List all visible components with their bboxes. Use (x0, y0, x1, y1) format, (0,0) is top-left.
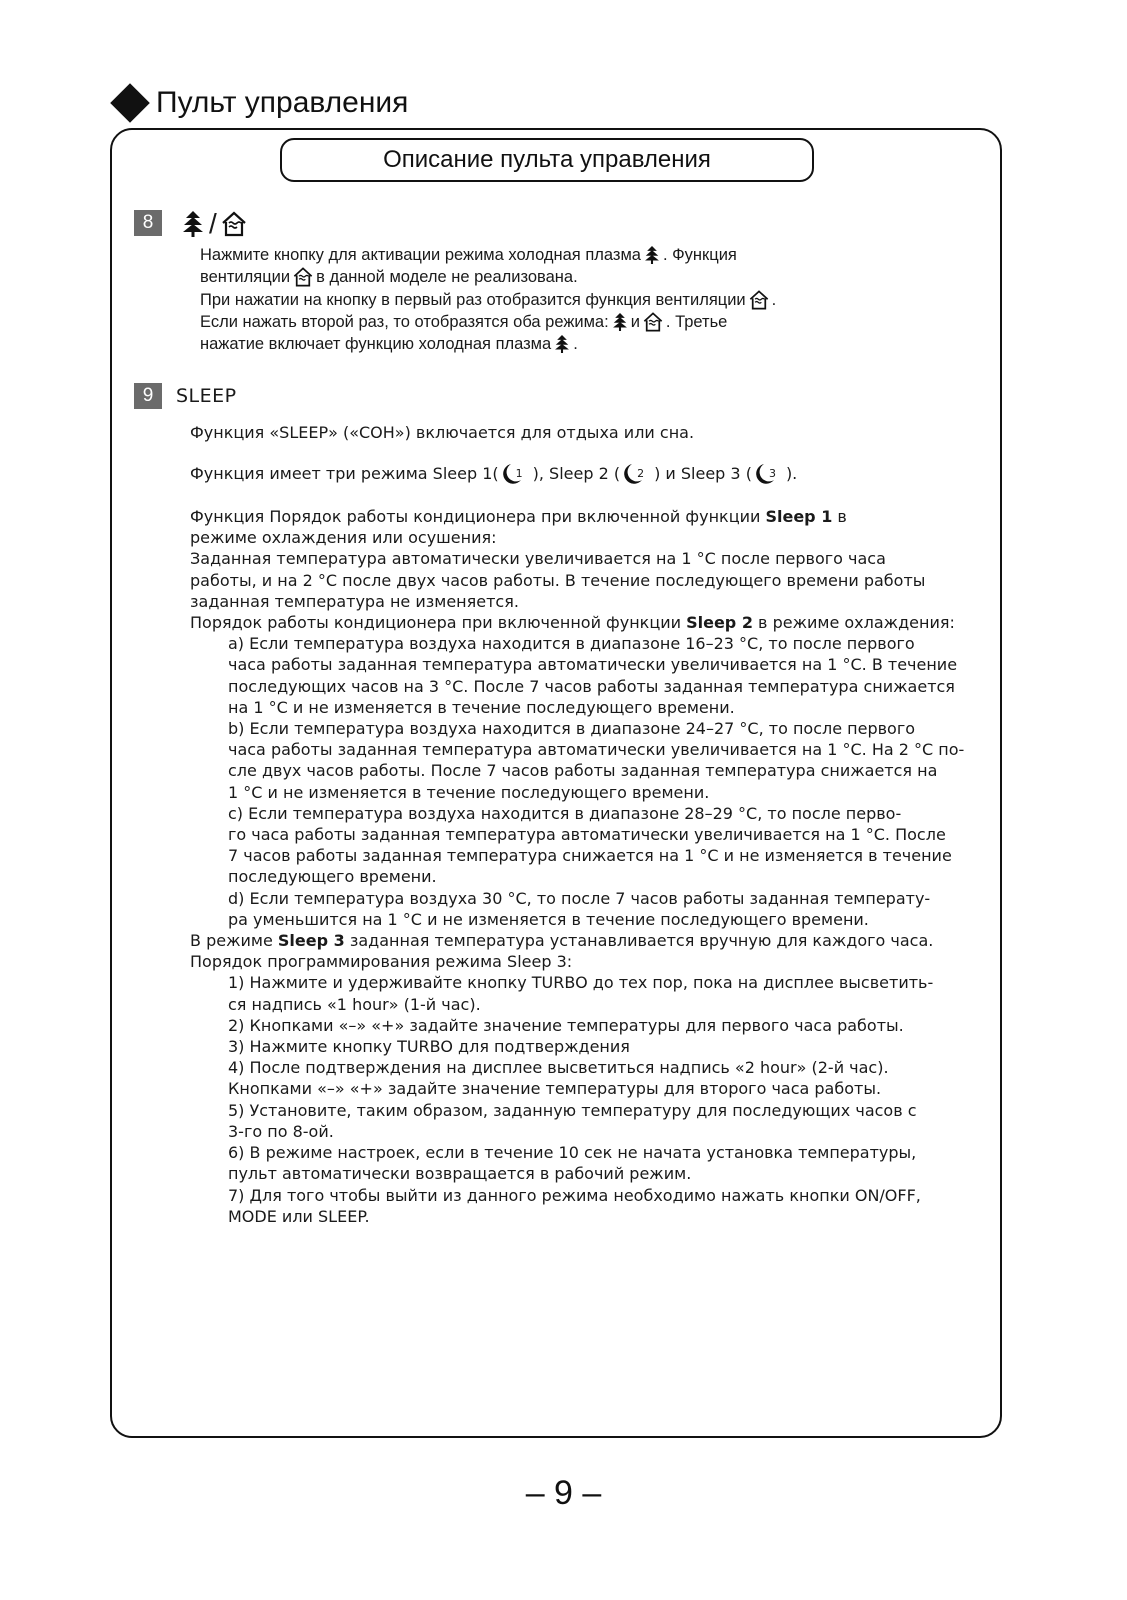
sleep3-step-line: 7) Для того чтобы выйти из данного режима необходимо нажать кнопки ON/OFF, (228, 1185, 921, 1205)
item-8-line-4: Если нажать второй раз, то отобразятся оба режима: и . Третье (200, 311, 900, 333)
sleep3-step-line: 4) После подтверждения на дисплее высветиться надпись «2 hour» (2-й час). (228, 1058, 889, 1078)
cold-plasma-icon (553, 334, 571, 354)
sleep1-line-4: работы, и на 2 °С после двух часов работы. В течение последующего времени работы (190, 570, 926, 590)
sleep3-programming-line: Порядок программирования режима Sleep 3: (190, 952, 573, 972)
sleep-1-moon-icon: 1 (499, 462, 533, 486)
page-header (112, 86, 408, 120)
sleep2-line: последующего времени. (228, 867, 437, 887)
sleep3-step-line: 3) Нажмите кнопку TURBO для подтверждения (228, 1037, 630, 1057)
cold-plasma-icon (611, 312, 629, 332)
sleep2-line: часа работы заданная температура автоматически увеличивается на 1 °С. На 2 °С по- (228, 740, 965, 760)
item-8-icons (180, 210, 248, 238)
sleep2-line: на 1 °С и не изменяется в течение последующего времени. (228, 697, 735, 717)
sleep1-line-2: режиме охлаждения или осушения: (190, 528, 497, 548)
cold-plasma-icon (180, 210, 206, 238)
sleep2-line: го часа работы заданная температура автоматически увеличивается на 1 °С. После (228, 825, 946, 845)
sleep-modes-line: Функция имеет три режима Sleep 1( 1 ), Sleep 2 ( 2 ) и Sleep 3 ( 3 ). (190, 462, 990, 486)
sleep3-heading-line: В режиме Sleep 3 заданная температура устанавливается вручную для каждого часа. (190, 931, 934, 951)
sleep3-step-line: 2) Кнопками «–» «+» задайте значение температуры для первого часа работы. (228, 1015, 904, 1035)
item-8-number-badge: 8 (134, 210, 162, 236)
sleep2-line: d) Если температура воздуха 30 °С, то после 7 часов работы заданная температу- (228, 888, 931, 908)
sleep2-line: сле двух часов работы. После 7 часов работы заданная температура снижается на (228, 761, 938, 781)
sleep3-step-line: ся надпись «1 hour» (1-й час). (228, 994, 481, 1014)
sleep3-step-line: 3-го по 8-ой. (228, 1121, 334, 1141)
sleep2-line: 7 часов работы заданная температура снижается на 1 °С и не изменяется в течение (228, 846, 952, 866)
sleep3-step-line: пульт автоматически возвращается в рабочий режим. (228, 1164, 692, 1184)
sleep3-step-line: 6) В режиме настроек, если в течение 10 сек не начата установка температуры, (228, 1143, 917, 1163)
sleep1-line-1: Функция Порядок работы кондиционера при включенной функции Sleep 1 в (190, 507, 847, 526)
sleep2-line: последующих часов на 3 °С. После 7 часов работы заданная температура снижается (228, 676, 955, 696)
sleep2-line: a) Если температура воздуха находится в диапазоне 16–23 °С, то после первого (228, 634, 915, 654)
sleep2-line: часа работы заданная температура автоматически увеличивается на 1 °С. В течение (228, 655, 958, 675)
sleep-body (190, 506, 990, 1227)
item-9-number-badge: 9 (134, 383, 162, 409)
sleep2-heading-line: Порядок работы кондиционера при включенной функции Sleep 2 в режиме охлаждения: (190, 613, 955, 633)
sleep3-step-line: 1) Нажмите и удерживайте кнопку TURBO до тех пор, пока на дисплее высветить- (228, 973, 934, 993)
item-8-line-2: вентиляции в данной моделе не реализована. (200, 266, 900, 288)
ventilation-icon (642, 311, 664, 333)
ventilation-icon (748, 289, 770, 311)
sleep2-line: 1 °С и не изменяется в течение последующего времени. (228, 782, 710, 802)
item-8-line-5: нажатие включает функцию холодная плазма . (200, 335, 578, 354)
sleep-heading: SLEEP (176, 385, 237, 407)
sleep-2-moon-icon: 2 (620, 462, 654, 486)
page-number: – 9 – (525, 1474, 602, 1512)
sleep3-step-line: Кнопками «–» «+» задайте значение температуры для второго часа работы. (228, 1079, 882, 1099)
sleep-intro: Функция «SLEEP» («СОН») включается для отдыха или сна. (190, 423, 695, 442)
item-8-description (200, 244, 900, 355)
slash-separator: / (209, 208, 217, 239)
item-8-line-3: При нажатии на кнопку в первый раз отобразится функция вентиляции . (200, 289, 900, 311)
cold-plasma-icon (643, 245, 661, 265)
sleep2-line: b) Если температура воздуха находится в диапазоне 24–27 °С, то после первого (228, 719, 916, 739)
ventilation-icon (292, 266, 314, 288)
sleep1-line-3: Заданная температура автоматически увеличивается на 1 °С после первого часа (190, 549, 886, 569)
sleep2-line: c) Если температура воздуха находится в диапазоне 28–29 °С, то после перво- (228, 803, 902, 823)
ventilation-icon (220, 210, 248, 238)
section-title: Описание пульта управления (280, 138, 814, 182)
sleep3-step-line: MODE или SLEEP. (228, 1206, 370, 1226)
sleep1-line-5: заданная температура не изменяется. (190, 591, 519, 611)
sleep3-step-line: 5) Установите, таким образом, заданную температуру для последующих часов с (228, 1100, 917, 1120)
sleep2-line: ра уменьшится на 1 °С и не изменяется в течение последующего времени. (228, 909, 869, 929)
sleep-3-moon-icon: 3 (752, 462, 786, 486)
item-8-line-1: Нажмите кнопку для активации режима холодная плазма . Функция (200, 246, 737, 264)
diamond-bullet-icon (110, 83, 150, 123)
page-title: Пульт управления (156, 86, 409, 119)
